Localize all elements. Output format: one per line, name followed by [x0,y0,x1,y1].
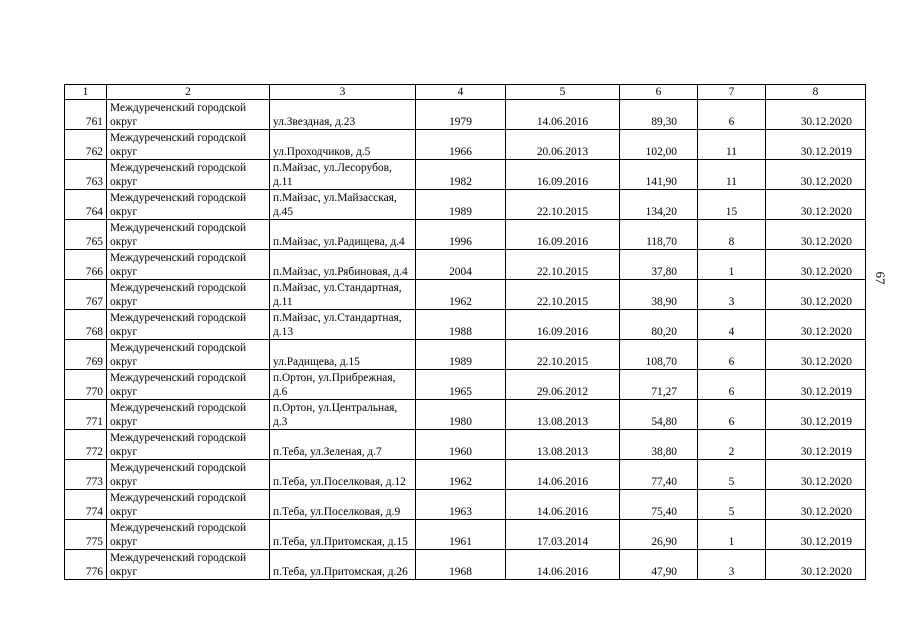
column-header: 2 [107,85,270,100]
municipality-cell: Междуреченский городской округ [107,190,270,220]
deadline-cell: 30.12.2019 [766,370,866,400]
address-cell: п.Теба, ул.Зеленая, д.7 [270,430,416,460]
area-cell: 141,90 [620,160,698,190]
row-number-cell: 770 [65,370,107,400]
count-cell: 1 [698,250,766,280]
year-cell: 1962 [416,460,506,490]
count-cell: 15 [698,190,766,220]
table-row [65,460,866,490]
table-row [65,280,866,310]
table-row [65,490,866,520]
table-body [65,100,866,580]
row-number-cell: 774 [65,490,107,520]
count-cell: 6 [698,400,766,430]
table-row [65,220,866,250]
year-cell: 1989 [416,340,506,370]
date-cell: 14.06.2016 [506,100,620,130]
address-cell: ул.Звездная, д.23 [270,100,416,130]
year-cell: 1968 [416,550,506,580]
date-cell: 22.10.2015 [506,280,620,310]
municipality-cell: Междуреченский городской округ [107,430,270,460]
table-row [65,520,866,550]
count-cell: 5 [698,460,766,490]
year-cell: 2004 [416,250,506,280]
deadline-cell: 30.12.2020 [766,490,866,520]
date-cell: 14.06.2016 [506,550,620,580]
area-cell: 118,70 [620,220,698,250]
date-cell: 13.08.2013 [506,430,620,460]
row-number-cell: 763 [65,160,107,190]
deadline-cell: 30.12.2020 [766,220,866,250]
date-cell: 20.06.2013 [506,130,620,160]
row-number-cell: 773 [65,460,107,490]
area-cell: 38,90 [620,280,698,310]
address-cell: п.Теба, ул.Поселковая, д.12 [270,460,416,490]
row-number-cell: 762 [65,130,107,160]
municipality-cell: Междуреченский городской округ [107,340,270,370]
row-number-cell: 767 [65,280,107,310]
address-cell: п.Ортон, ул.Прибрежная, д.6 [270,370,416,400]
count-cell: 6 [698,100,766,130]
address-cell: п.Теба, ул.Притомская, д.26 [270,550,416,580]
date-cell: 17.03.2014 [506,520,620,550]
municipality-cell: Междуреченский городской округ [107,400,270,430]
date-cell: 22.10.2015 [506,250,620,280]
address-cell: п.Майзас, ул.Радищева, д.4 [270,220,416,250]
date-cell: 16.09.2016 [506,160,620,190]
deadline-cell: 30.12.2020 [766,250,866,280]
date-cell: 16.09.2016 [506,220,620,250]
area-cell: 26,90 [620,520,698,550]
year-cell: 1962 [416,280,506,310]
housing-register-table [64,84,866,580]
address-cell: ул.Радищева, д.15 [270,340,416,370]
table-header-row [65,85,866,100]
address-cell: п.Майзас, ул.Лесорубов, д.11 [270,160,416,190]
year-cell: 1988 [416,310,506,340]
row-number-cell: 775 [65,520,107,550]
year-cell: 1965 [416,370,506,400]
address-cell: ул.Проходчиков, д.5 [270,130,416,160]
address-cell: п.Майзас, ул.Рябиновая, д.4 [270,250,416,280]
area-cell: 54,80 [620,400,698,430]
row-number-cell: 769 [65,340,107,370]
year-cell: 1961 [416,520,506,550]
area-cell: 77,40 [620,460,698,490]
year-cell: 1996 [416,220,506,250]
year-cell: 1960 [416,430,506,460]
address-cell: п.Майзас, ул.Стандартная, д.11 [270,280,416,310]
deadline-cell: 30.12.2020 [766,550,866,580]
year-cell: 1980 [416,400,506,430]
year-cell: 1979 [416,100,506,130]
column-header: 3 [270,85,416,100]
date-cell: 14.06.2016 [506,490,620,520]
count-cell: 3 [698,550,766,580]
row-number-cell: 768 [65,310,107,340]
column-header: 8 [766,85,866,100]
deadline-cell: 30.12.2020 [766,190,866,220]
deadline-cell: 30.12.2020 [766,460,866,490]
count-cell: 11 [698,130,766,160]
year-cell: 1966 [416,130,506,160]
count-cell: 6 [698,340,766,370]
deadline-cell: 30.12.2019 [766,520,866,550]
row-number-cell: 765 [65,220,107,250]
date-cell: 29.06.2012 [506,370,620,400]
area-cell: 71,27 [620,370,698,400]
address-cell: п.Майзас, ул.Стандартная, д.13 [270,310,416,340]
municipality-cell: Междуреченский городской округ [107,160,270,190]
table-row [65,100,866,130]
municipality-cell: Междуреченский городской округ [107,490,270,520]
address-cell: п.Теба, ул.Притомская, д.15 [270,520,416,550]
date-cell: 14.06.2016 [506,460,620,490]
deadline-cell: 30.12.2020 [766,280,866,310]
table-row [65,400,866,430]
table-row [65,160,866,190]
deadline-cell: 30.12.2019 [766,430,866,460]
address-cell: п.Майзас, ул.Майзасская, д.45 [270,190,416,220]
year-cell: 1963 [416,490,506,520]
table-row [65,430,866,460]
row-number-cell: 764 [65,190,107,220]
row-number-cell: 776 [65,550,107,580]
municipality-cell: Междуреченский городской округ [107,100,270,130]
table-row [65,190,866,220]
row-number-cell: 772 [65,430,107,460]
area-cell: 102,00 [620,130,698,160]
count-cell: 3 [698,280,766,310]
column-header: 4 [416,85,506,100]
area-cell: 47,90 [620,550,698,580]
table-row [65,370,866,400]
area-cell: 108,70 [620,340,698,370]
column-header: 7 [698,85,766,100]
count-cell: 2 [698,430,766,460]
count-cell: 4 [698,310,766,340]
deadline-cell: 30.12.2020 [766,100,866,130]
date-cell: 22.10.2015 [506,340,620,370]
count-cell: 1 [698,520,766,550]
municipality-cell: Междуреченский городской округ [107,460,270,490]
count-cell: 8 [698,220,766,250]
deadline-cell: 30.12.2019 [766,130,866,160]
municipality-cell: Междуреченский городской округ [107,220,270,250]
area-cell: 37,80 [620,250,698,280]
municipality-cell: Междуреченский городской округ [107,250,270,280]
table-row [65,130,866,160]
page-number: 67 [873,271,888,285]
area-cell: 38,80 [620,430,698,460]
area-cell: 134,20 [620,190,698,220]
municipality-cell: Междуреченский городской округ [107,280,270,310]
date-cell: 16.09.2016 [506,310,620,340]
municipality-cell: Междуреченский городской округ [107,370,270,400]
row-number-cell: 771 [65,400,107,430]
area-cell: 80,20 [620,310,698,340]
deadline-cell: 30.12.2020 [766,160,866,190]
municipality-cell: Междуреченский городской округ [107,520,270,550]
municipality-cell: Междуреченский городской округ [107,310,270,340]
year-cell: 1982 [416,160,506,190]
row-number-cell: 761 [65,100,107,130]
deadline-cell: 30.12.2020 [766,340,866,370]
address-cell: п.Теба, ул.Поселковая, д.9 [270,490,416,520]
column-header: 6 [620,85,698,100]
address-cell: п.Ортон, ул.Центральная, д.3 [270,400,416,430]
count-cell: 6 [698,370,766,400]
column-header: 5 [506,85,620,100]
column-header: 1 [65,85,107,100]
table-row [65,550,866,580]
table-row [65,340,866,370]
deadline-cell: 30.12.2020 [766,310,866,340]
year-cell: 1989 [416,190,506,220]
date-cell: 22.10.2015 [506,190,620,220]
area-cell: 89,30 [620,100,698,130]
municipality-cell: Междуреченский городской округ [107,130,270,160]
count-cell: 11 [698,160,766,190]
table-row [65,310,866,340]
row-number-cell: 766 [65,250,107,280]
table-row [65,250,866,280]
municipality-cell: Междуреченский городской округ [107,550,270,580]
count-cell: 5 [698,490,766,520]
deadline-cell: 30.12.2019 [766,400,866,430]
date-cell: 13.08.2013 [506,400,620,430]
area-cell: 75,40 [620,490,698,520]
